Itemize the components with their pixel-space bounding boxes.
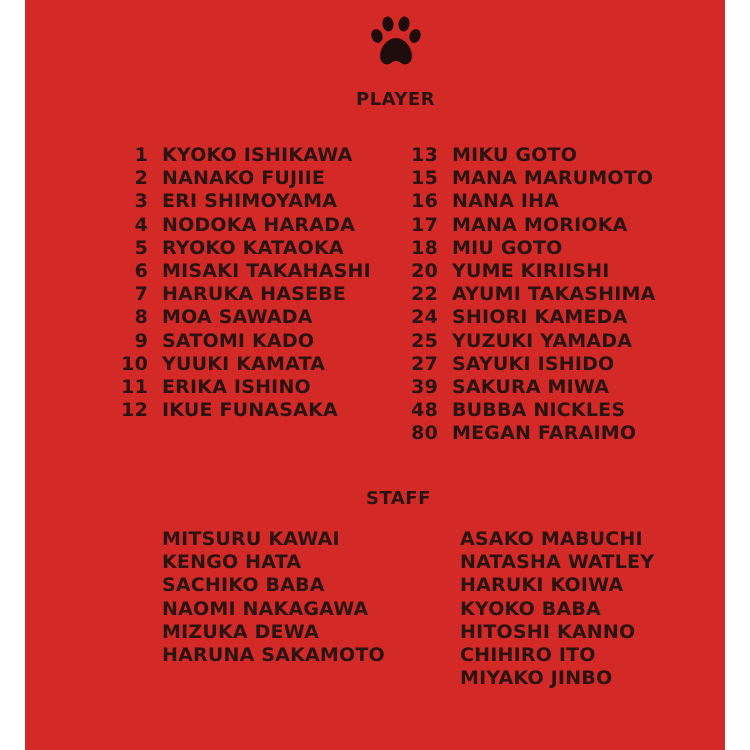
player-number: 25 xyxy=(411,329,438,352)
player-row xyxy=(411,144,656,167)
roster-panel xyxy=(25,0,725,750)
players-right-column xyxy=(411,144,656,445)
staff-right-column xyxy=(460,528,654,690)
player-number: 7 xyxy=(134,283,148,306)
player-number: 6 xyxy=(134,259,148,282)
player-row xyxy=(411,399,656,422)
player-row xyxy=(121,330,371,353)
player-number: 9 xyxy=(134,329,148,352)
staff-name: ASAKO MABUCHI xyxy=(460,528,643,550)
player-row xyxy=(411,214,656,237)
player-name: YUZUKI YAMADA xyxy=(452,329,633,352)
player-number: 8 xyxy=(134,306,148,329)
player-number: 15 xyxy=(411,167,438,190)
staff-name: HARUNA SAKAMOTO xyxy=(162,643,385,666)
player-number: 4 xyxy=(134,213,148,236)
player-row xyxy=(121,237,371,260)
player-name: SAKURA MIWA xyxy=(452,375,610,398)
player-number: 24 xyxy=(411,306,438,329)
staff-name: MITSURU KAWAI xyxy=(162,528,340,550)
staff-left-column xyxy=(162,528,385,667)
staff-name: SACHIKO BABA xyxy=(162,574,325,597)
player-row xyxy=(411,306,656,329)
staff-heading: STAFF xyxy=(366,488,431,509)
staff-name: KENGO HATA xyxy=(162,551,302,574)
player-name: RYOKO KATAOKA xyxy=(162,236,344,259)
player-name: AYUMI TAKASHIMA xyxy=(452,283,656,306)
player-name: YUUKI KAMATA xyxy=(162,352,326,375)
players-left-column xyxy=(121,144,371,422)
player-row xyxy=(411,330,656,353)
player-name: ERIKA ISHINO xyxy=(162,375,311,398)
player-name: MIU GOTO xyxy=(452,236,563,259)
staff-name: NATASHA WATLEY xyxy=(460,551,655,574)
player-number: 27 xyxy=(411,352,438,375)
player-name: MANA MARUMOTO xyxy=(452,167,654,190)
player-row xyxy=(121,283,371,306)
player-number: 39 xyxy=(411,375,438,398)
player-number: 20 xyxy=(411,259,438,282)
player-number: 17 xyxy=(411,213,438,236)
staff-name: KYOKO BABA xyxy=(460,597,601,620)
player-row xyxy=(121,190,371,213)
player-name: HARUKA HASEBE xyxy=(162,283,347,306)
player-name: MANA MORIOKA xyxy=(452,213,628,236)
player-row xyxy=(411,283,656,306)
player-name: SAYUKI ISHIDO xyxy=(452,352,615,375)
player-name: YUME KIRIISHI xyxy=(452,259,610,282)
player-name: NANA IHA xyxy=(452,190,560,213)
paw-print-icon xyxy=(369,14,423,68)
player-name: KYOKO ISHIKAWA xyxy=(162,144,353,166)
player-number: 11 xyxy=(121,375,148,398)
player-name: ERI SHIMOYAMA xyxy=(162,190,338,213)
staff-name: HARUKI KOIWA xyxy=(460,574,624,597)
player-number: 10 xyxy=(121,352,148,375)
player-name: NODOKA HARADA xyxy=(162,213,356,236)
player-number: 16 xyxy=(411,190,438,213)
player-row xyxy=(411,353,656,376)
player-name: MISAKI TAKAHASHI xyxy=(162,259,371,282)
player-row xyxy=(121,399,371,422)
player-row xyxy=(411,422,656,445)
player-number: 13 xyxy=(411,144,438,166)
player-number: 3 xyxy=(134,190,148,213)
staff-name: CHIHIRO ITO xyxy=(460,643,596,666)
player-row xyxy=(411,237,656,260)
player-row xyxy=(121,214,371,237)
player-number: 18 xyxy=(411,236,438,259)
player-row xyxy=(411,167,656,190)
player-name: MOA SAWADA xyxy=(162,306,313,329)
player-row xyxy=(411,376,656,399)
player-name: SHIORI KAMEDA xyxy=(452,306,628,329)
player-number: 22 xyxy=(411,283,438,306)
player-row xyxy=(121,306,371,329)
staff-name: HITOSHI KANNO xyxy=(460,620,636,643)
player-row xyxy=(121,376,371,399)
player-number: 2 xyxy=(134,167,148,190)
player-name: NANAKO FUJIIE xyxy=(162,167,326,190)
player-row xyxy=(121,144,371,167)
player-number: 5 xyxy=(134,236,148,259)
player-row xyxy=(411,260,656,283)
player-name: MIKU GOTO xyxy=(452,144,578,166)
player-heading: PLAYER xyxy=(356,89,436,110)
player-name: IKUE FUNASAKA xyxy=(162,399,338,422)
player-row xyxy=(121,167,371,190)
player-name: MEGAN FARAIMO xyxy=(452,422,637,445)
player-name: SATOMI KADO xyxy=(162,329,315,352)
player-number: 80 xyxy=(411,422,438,445)
player-number: 1 xyxy=(134,144,148,166)
player-row xyxy=(121,260,371,283)
player-number: 12 xyxy=(121,399,148,422)
player-number: 48 xyxy=(411,399,438,422)
player-name: BUBBA NICKLES xyxy=(452,399,626,422)
player-row xyxy=(121,353,371,376)
staff-name: MIZUKA DEWA xyxy=(162,620,319,643)
staff-name: MIYAKO JINBO xyxy=(460,667,613,690)
player-row xyxy=(411,190,656,213)
staff-name: NAOMI NAKAGAWA xyxy=(162,597,369,620)
